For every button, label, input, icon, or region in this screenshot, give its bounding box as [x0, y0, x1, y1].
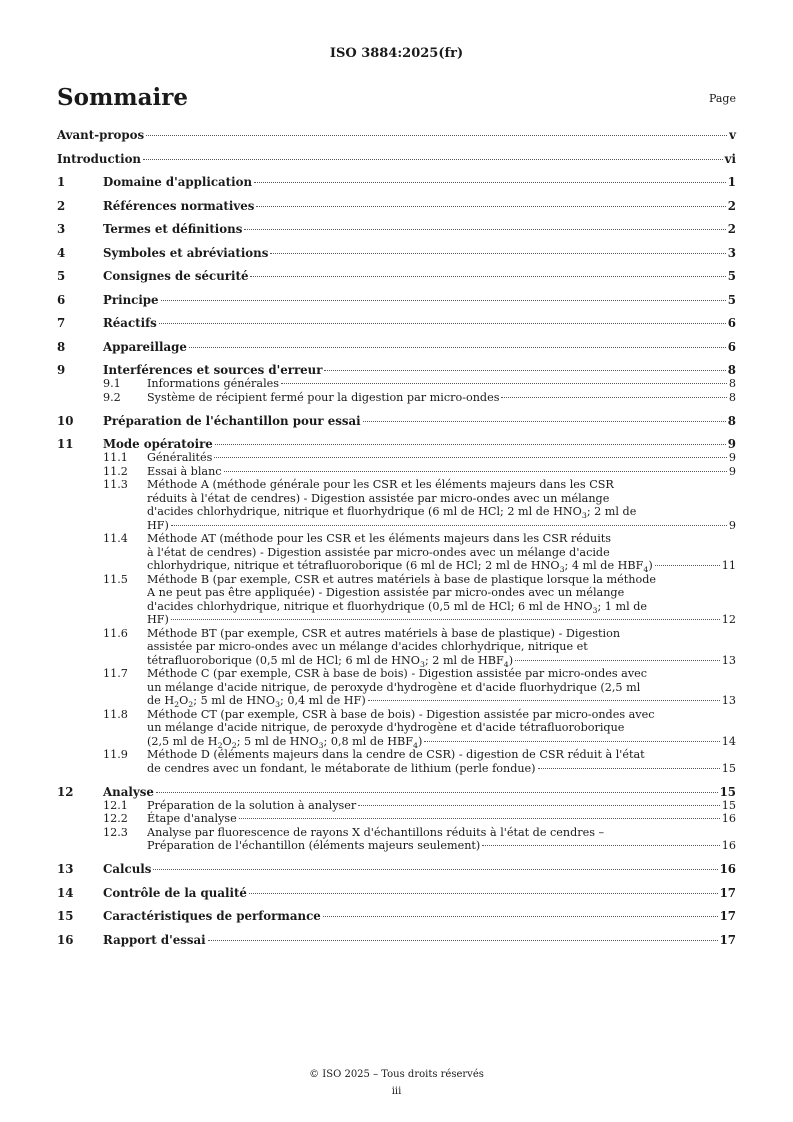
toc-entry-11-9[interactable]: 11.9 Méthode D (éléments majeurs dans la cendre de CSR) - digestion de CSR réduit à l'état de cendres avec un fondant, le métaborate de lithium (perle fondue) 15 [103, 748, 736, 775]
toc-entry-1[interactable]: 1 Domaine d'application 1 [57, 175, 736, 189]
toc-entry-9[interactable]: 9 Interférences et sources d'erreur 8 [57, 363, 736, 377]
toc-entry-11-1[interactable]: 11.1 Généralités 9 [103, 451, 736, 464]
toc-entry-introduction[interactable]: Introduction vi [57, 151, 736, 166]
toc-entry-12-2[interactable]: 12.2 Étape d'analyse 16 [103, 812, 736, 825]
page-title: Sommaire [57, 84, 189, 111]
toc-entry-4[interactable]: 4 Symboles et abréviations 3 [57, 245, 736, 260]
toc-entry-6[interactable]: 6 Principe 5 [57, 292, 736, 307]
toc-entry-11-3[interactable]: 11.3 Méthode A (méthode générale pour les CSR et les éléments majeurs dans les CSR réduits à l'état de cendres) - Digestion assistée par micro-ondes avec un mélange d'acides chlorhydrique, nitrique et fluorhydrique (6 ml de HCl; 2 ml de $HNO_3$; 2 ml de HF) 9 [103, 478, 736, 532]
toc-entry-14[interactable]: 14 Contrôle de la qualité 17 [57, 885, 736, 900]
document-header: ISO 3884:2025(fr) [329, 46, 464, 61]
toc-entry-11-8[interactable]: 11.8 Méthode CT (par exemple, CSR à base de bois) - Digestion assistée par micro-ondes avec un mélange d'acide nitrique, de peroxyde d'hydrogène et d'acide tétrafluoroborique (2,5 ml de $H_2O_2$; 5 ml de $HNO_3$; 0,8 ml de $HBF_4$) 14 [103, 707, 736, 750]
page-footer [0, 1066, 793, 1100]
toc-entry-16[interactable]: 16 Rapport d'essai 17 [57, 932, 736, 947]
toc-entry-foreword[interactable]: Avant-propos v [57, 128, 736, 142]
toc-entry-3[interactable]: 3 Termes et définitions 2 [57, 222, 736, 236]
page-number: iii [391, 1086, 402, 1097]
copyright-notice: © ISO 2025 – Tous droits réservés [309, 1069, 484, 1080]
table-of-contents [57, 128, 736, 947]
toc-entry-11-7[interactable]: 11.7 Méthode C (par exemple, CSR à base de bois) - Digestion assistée par micro-ondes avec un mélange d'acide nitrique, de peroxyde d'hydrogène et d'acide fluorhydrique (2,5 ml de $H_2O_2$; 5 ml de $HNO_3$; 0,4 ml de HF) 13 [103, 667, 736, 710]
toc-entry-11-6[interactable]: 11.6 Méthode BT (par exemple, CSR et autres matériels à base de plastique) - Digestion assistée par micro-ondes avec un mélange d'acides chlorhydrique, nitrique et tétrafluoroborique (0,5 ml de HCl; 6 ml de $HNO_3$; 2 ml de $HBF_4$) 13 [103, 626, 736, 669]
toc-entry-12-1[interactable]: 12.1 Préparation de la solution à analyser 15 [103, 798, 736, 812]
toc-entry-7[interactable]: 7 Réactifs 6 [57, 316, 736, 330]
toc-entry-11[interactable]: 11 Mode opératoire 9 [57, 437, 736, 451]
page-column-label: Page [708, 92, 736, 105]
toc-entry-12[interactable]: 12 Analyse 15 [57, 784, 736, 799]
toc-entry-13[interactable]: 13 Calculs 16 [57, 862, 736, 876]
toc-entry-15[interactable]: 15 Caractéristiques de performance 17 [57, 909, 736, 923]
toc-entry-10[interactable]: 10 Préparation de l'échantillon pour essai 8 [57, 413, 736, 428]
toc-entry-2[interactable]: 2 Références normatives 2 [57, 198, 736, 213]
toc-entry-8[interactable]: 8 Appareillage 6 [57, 339, 736, 354]
toc-entry-9-1[interactable]: 9.1 Informations générales 8 [103, 377, 736, 390]
toc-entry-11-5[interactable]: 11.5 Méthode B (par exemple, CSR et autres matériels à base de plastique lorsque la méthode A ne peut pas être appliquée) - Digestion assistée par micro-ondes avec un mélange d'acides chlorhydrique, nitrique et fluorhydrique (0,5 ml de HCl; 6 ml de $HNO_3$; 1 ml de HF) 12 [103, 572, 736, 626]
toc-entry-11-4[interactable]: 11.4 Méthode AT (méthode pour les CSR et les éléments majeurs dans les CSR réduits à l'état de cendres) - Digestion assistée par micro-ondes avec un mélange d'acide chlorhydrique, nitrique et tétrafluoroborique (6 ml de HCl; 2 ml de $HNO_3$; 4 ml de $HBF_4$) 11 [103, 532, 736, 575]
toc-entry-12-3[interactable]: 12.3 Analyse par fluorescence de rayons X d'échantillons réduits à l'état de cendres – Préparation de l'échantillon (éléments majeurs seulement) 16 [103, 825, 736, 852]
toc-entry-5[interactable]: 5 Consignes de sécurité 5 [57, 269, 736, 283]
toc-entry-11-2[interactable]: 11.2 Essai à blanc 9 [103, 464, 736, 478]
toc-entry-9-2[interactable]: 9.2 Système de récipient fermé pour la digestion par micro-ondes 8 [103, 390, 736, 404]
